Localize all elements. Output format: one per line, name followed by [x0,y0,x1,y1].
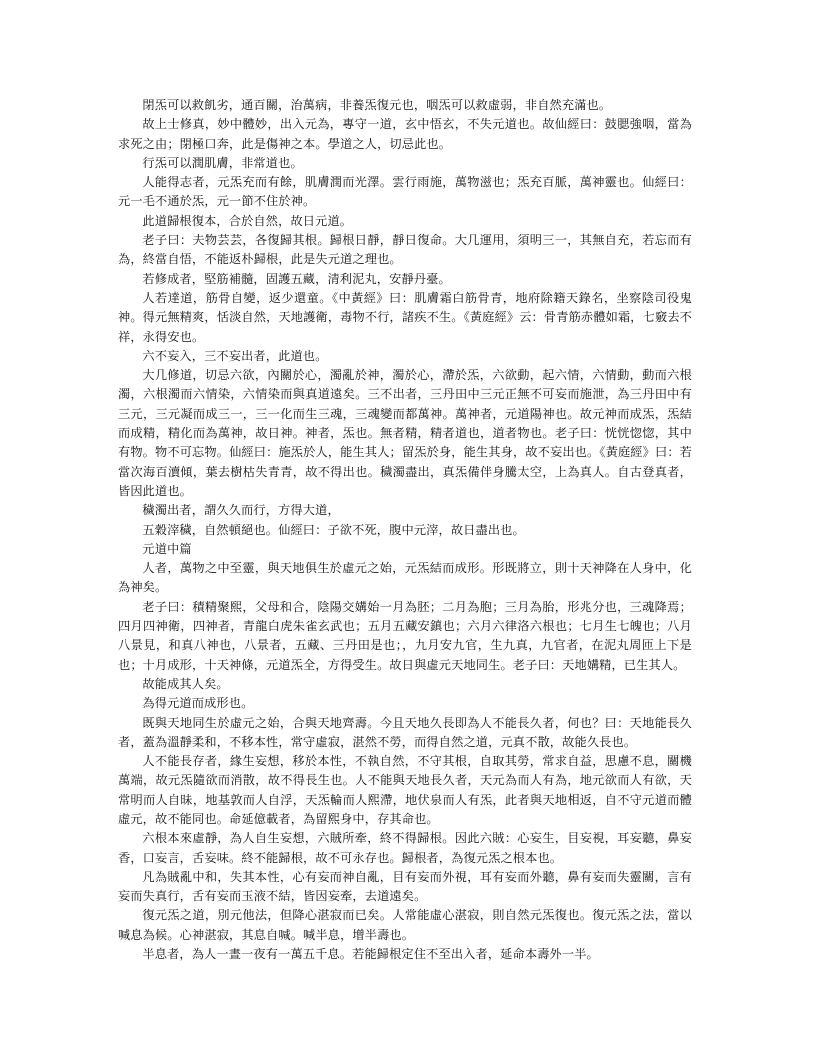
paragraph: 既與天地同生於虛元之始，合與天地齊壽。今且天地久長即為人不能長久者，何也？曰：天地能長久者，蓋為溫靜柔和，不移本性，常守虛寂，湛然不勞，而得自然之道，元真不散，故能久長也。 [118,715,692,749]
paragraph: 人能得志者，元炁充而有餘，肌膚潤而光澤。雲行雨施，萬物滋也；炁充百脈，萬神靈也。仙經曰：元一毛不通於炁，元一節不住於神。 [118,175,692,209]
paragraph: 閉炁可以救飢劣，通百關，治萬病，非養炁復元也，咽炁可以救虛弱，非自然充滿也。 [142,98,612,112]
paragraph: 故能成其人矣。 [142,676,229,691]
paragraph: 人若達道，筋骨自變，返少還童。《中黃經》曰：肌膚霜白筋骨青，地府除籍天錄名，坐察陰司役鬼神。得元無精爽，恬淡自然，天地護衛，毒物不行，諸疾不生。《黃庭經》云：骨青筋赤體如霜，七竅去不祥，永得安也。 [118,290,692,344]
paragraph: 五穀滓穢，自然頓絕也。仙經曰：子欲不死，腹中元滓，故日盡出也。 [142,522,525,537]
paragraph: 人不能長存者，緣生妄想，移於本性，不執自然，不守其根，自取其勞，常求自益，思慮不息，關機萬端，故元炁隨欲而消散，故不得長生也。人不能與天地長久者，天元為而人有為，地元欲而人有欲，天常明而人自昧，地基敦而人自浮，天炁輪而人熙滯，地伏泉而人有炁，此者與天地相返，自不守元道而體虛元，故不能同也。命延億載者，為留熙身中，存其命也。 [118,754,692,826]
paragraph: 為得元道而成形也。 [142,696,254,711]
paragraph: 此道歸根復本，合於自然，故日元道。 [142,213,353,228]
body-text [118,96,692,964]
paragraph: 穢濁出者，謂久久而行，方得大道， [142,503,340,518]
paragraph: 若修成者，堅筋補髓，固護五藏，清利泥丸，安靜丹臺。 [142,271,451,286]
paragraph: 故上士修真，妙中體妙，出入元為，專守一道，玄中悟玄，不失元道也。故仙經曰：鼓腮強咽，當為求死之由；閉極口奔，此是傷神之本。學道之人，切忌此也。 [118,117,692,151]
paragraph: 行炁可以潤肌膚，非常道也。 [142,155,303,170]
paragraph: 六根本來虛靜，為人自生妄想，六賊所牽，終不得歸根。因此六賊：心妄生，目妄視，耳妄聽，鼻妄香，口妄言，舌妄味。終不能歸根，故不可永存也。歸根者，為復元炁之根本也。 [118,831,692,865]
paragraph: 老子曰：夫物芸芸，各復歸其根。歸根日靜，靜日復命。大几運用，須明三一，其無自充，若忘而有為，終當自悟，不能返朴歸根，此是失元道之理也。 [118,233,692,267]
paragraph: 老子曰：積精聚熙，父母和合，陰陽交媾始一月為胚；二月為胞；三月為胎，形兆分也，三魂降焉；四月四神衛，四神者，青龍白虎朱雀玄武也；五月五藏安鎮也；六月六律洛六根也；七月生七魄也；八月八景見，和真八神也，八景者，五藏、三丹田是也；，九月安九官，生九真，九官者，在泥丸周匝上下是也；十月成形，十天神條，元道炁全，方得受生。故日與虛元天地同生。老子曰：天地媾精，已生其人。 [118,599,692,672]
paragraph: 凡為賊亂中和，失其本性，心有妄而神自亂，目有妄而外視，耳有妄而外聽，鼻有妄而失靈關，言有妄而失真行，舌有妄而玉液不結，皆因妄牽，去道遠矣。 [118,869,692,904]
paragraph: 復元炁之道，別元他法，但降心湛寂而已矣。人常能虛心湛寂，則自然元炁復也。復元炁之法，當以喊息為候。心神湛寂，其息自喊。喊半息，增半壽也。 [118,908,692,942]
paragraph: 大几修道，切忌六欲，內關於心，濁亂於神，濁於心，滯於炁，六欲動，起六情，六情動，動而六根濁，六根濁而六情染，六情染而與真道遠矣。三不出者，三丹田中三元正無不可妄而施泄，為三丹田中有三元，三元凝而成三一，三一化而生三魂，三魂變而都萬神。萬神者，元道陽神也。故元神而成炁，炁結而成精，精化而為萬神，故日神。神者，炁也。無者精，精者道也，道者物也。老子曰：恍恍惚惚，其中有物。物不可忘物。仙經曰：施炁於人，能生其人；留炁於身，能生其身，故不妄出也。《黃庭經》曰：若當次海百瀆傾，葉去樹枯失青青，故不得出也。穢濁盡出，真炁備伴身騰太空，上為真人。自古登真者，皆因此道也。 [118,368,692,498]
paragraph: 六不妄入，三不妄出者，此道也。 [142,348,328,363]
paragraph: 半息者，為人一晝一夜有一萬五千息。若能歸根定住不至出入者，延命本壽外一半。 [142,947,599,962]
section-heading: 元道中篇 [142,541,192,556]
paragraph: 人者，萬物之中至靈，與天地俱生於虛元之始，元炁結而成形。形既將立，則十天神降在人身中，化為神矣。 [118,561,692,595]
